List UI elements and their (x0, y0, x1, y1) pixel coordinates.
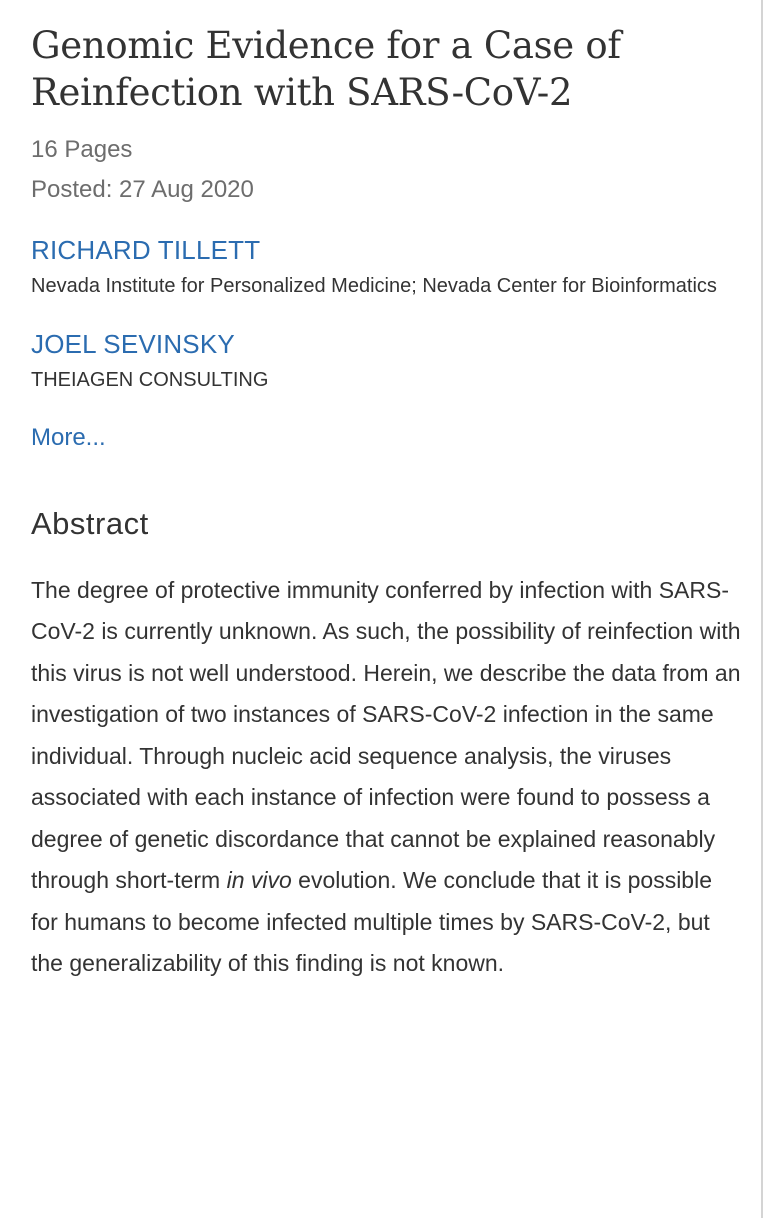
paper-title: Genomic Evidence for a Case of Reinfection with SARS-CoV-2 (31, 24, 621, 114)
paper-meta (31, 130, 743, 210)
author-name-link[interactable]: JOEL SEVINSKY (31, 329, 235, 359)
author-item (31, 232, 743, 302)
abstract-italic-term: in vivo (226, 867, 292, 894)
paper-summary (31, 22, 743, 1008)
more-authors-link[interactable]: More... (31, 424, 106, 451)
author-affiliation: Nevada Institute for Personalized Medicine; Nevada Center for Bioinformatics (31, 275, 717, 297)
abstract-heading: Abstract (31, 506, 149, 541)
page-count: 16 Pages (31, 136, 133, 163)
abstract-text (31, 570, 743, 985)
author-item (31, 326, 743, 396)
author-list (31, 232, 743, 396)
abstract-text-part-1: The degree of protective immunity conferred by infection with SARS-CoV-2 is currently unknown. As such, the possibility of reinfection with this virus is not well understood. Herein, we describe the data from an investigation of two instances of SARS-CoV-2 infection in the same individual. Through nucleic acid sequence analysis, the viruses associated with each instance of infection were found to possess a degree of genetic discordance that cannot be explained reasonably through short-term (31, 576, 741, 894)
abstract-text-part-2: evolution. We conclude that it is possible for humans to become infected multiple times by SARS-CoV-2, but the generalizability of this finding is not known. (31, 867, 712, 977)
posted-date: Posted: 27 Aug 2020 (31, 176, 254, 203)
author-affiliation: THEIAGEN CONSULTING (31, 369, 269, 391)
author-name-link[interactable]: RICHARD TILLETT (31, 235, 261, 265)
